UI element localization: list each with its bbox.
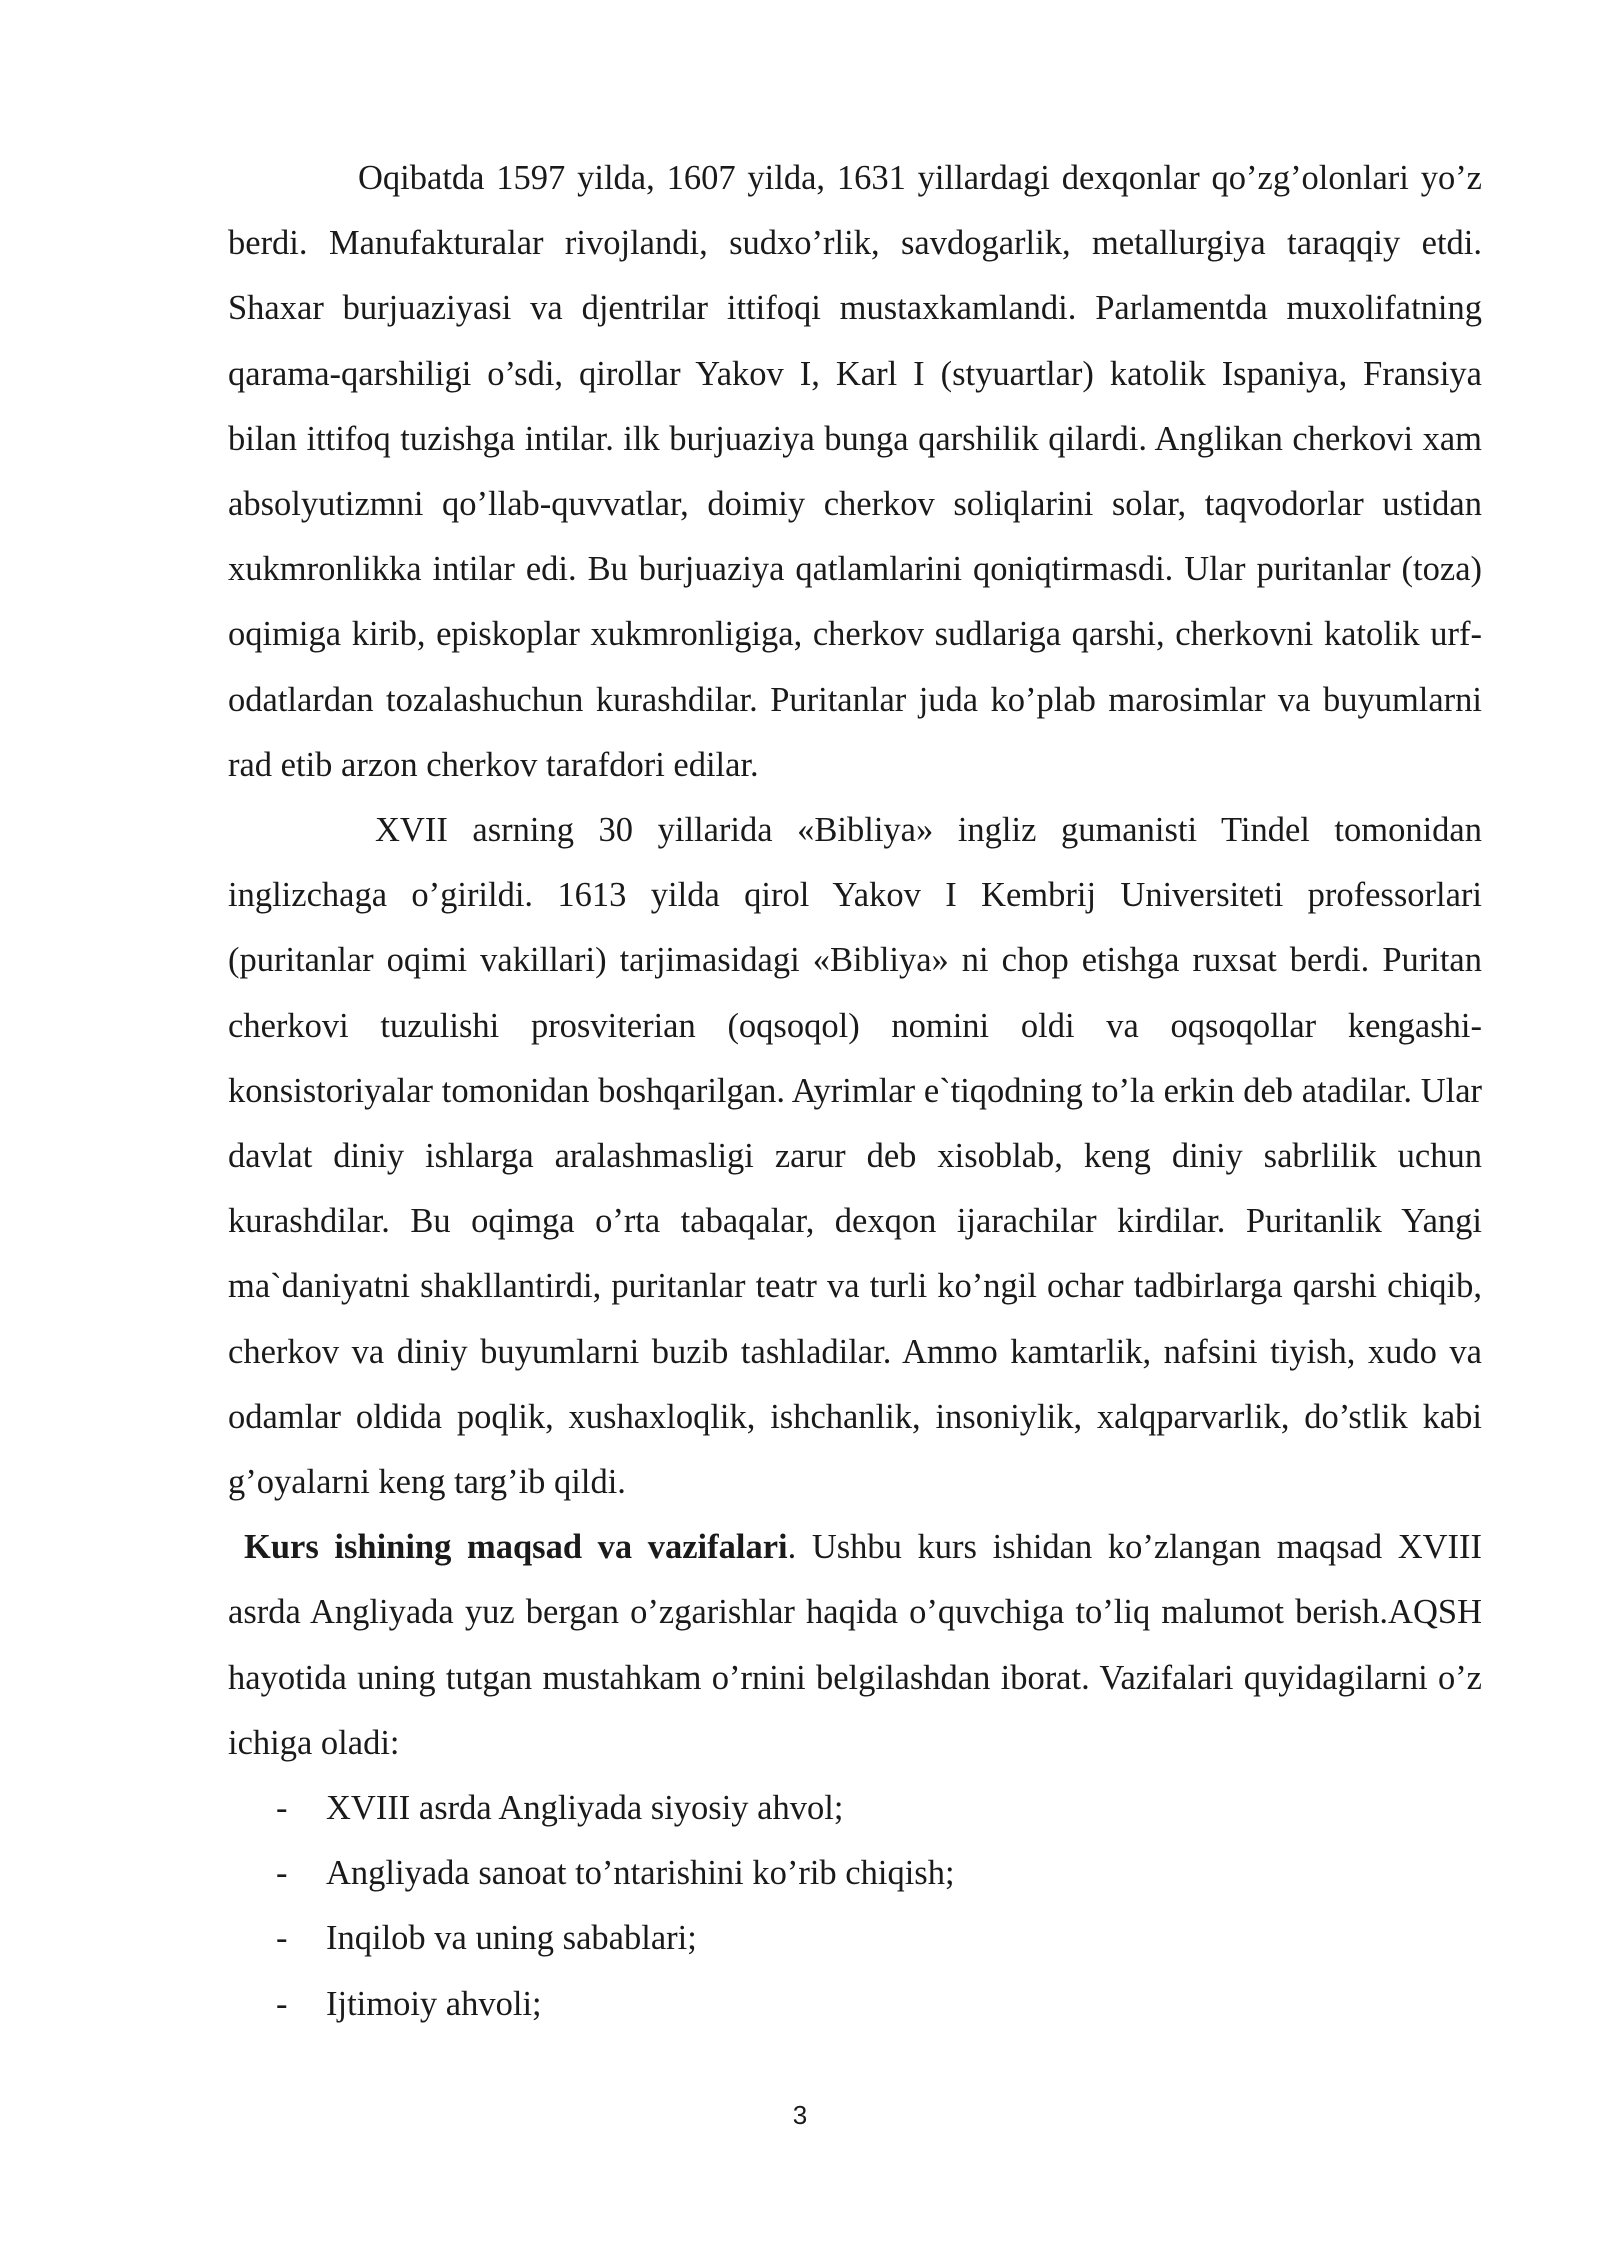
- list-item-text: Angliyada sanoat to’ntarishini ko’rib chiqish;: [326, 1854, 955, 1893]
- paragraph-2: XVII asrning 30 yillarida «Bibliya» ingliz gumanisti Tindel tomonidan inglizchaga o’girildi. 1613 yilda qirol Yakov I Kembrij Universiteti professorlari (puritanlar oqimi vakillari) tarjimasidagi «Bibliya» ni chop etishga ruxsat berdi. Puritan cherkovi tuzulishi prosviterian (oqsoqol) nomini oldi va oqsoqollar kengashi-konsistoriyalar tomonidan boshqarilgan. Ayrimlar e`tiqodning to’la erkin deb atadilar. Ular davlat diniy ishlarga aralashmasligi zarur deb xisoblab, keng diniy sabrlilik uchun kurashdilar. Bu oqimga o’rta tabaqalar, dexqon ijarachilar kirdilar. Puritanlik Yangi ma`daniyatni shakllantirdi, puritanlar teatr va turli ko’ngil ochar tadbirlarga qarshi chiqib, cherkov va diniy buyumlarni buzib tashladilar. Ammo kamtarlik, nafsini tiyish, xudo va odamlar oldida poqlik, xushaxloqlik, ishchanlik, insoniylik, xalqparvarlik, do’stlik kabi g’oyalarni keng targ’ib qildi.: [228, 811, 1482, 1502]
- section-text: . Ushbu kurs ishidan ko’zlangan maqsad XVIII asrda Angliyada yuz bergan o’zgarishlar haqida o’quvchiga to’liq malumot berish.AQSH hayotida uning tutgan mustahkam o’rnini belgilashdan iborat. Vazifalari quyidagilarni o’z ichiga oladi:: [228, 1528, 1482, 1762]
- section-heading: Kurs ishining maqsad va vazifalari: [244, 1528, 788, 1567]
- list-item: [228, 1906, 1482, 1971]
- paragraph-1: Oqibatda 1597 yilda, 1607 yilda, 1631 yillardagi dexqonlar qo’zg’olonlari yo’z berdi. Manufakturalar rivojlandi, sudxo’rlik, savdogarlik, metallurgiya taraqqiy etdi. Shaxar burjuaziyasi va djentrilar ittifoqi mustaxkamlandi. Parlamentda muxolifatning qarama-qarshiligi o’sdi, qirollar Yakov I, Karl I (styuartlar) katolik Ispaniya, Fransiya bilan ittifoq tuzishga intilar. ilk burjuaziya bunga qarshilik qilardi. Anglikan cherkovi xam absolyutizmni qo’llab-quvvatlar, doimiy cherkov soliqlarini solar, taqvodorlar ustidan xukmronlikka intilar edi. Bu burjuaziya qatlamlarini qoniqtirmasdi. Ular puritanlar (toza) oqimiga kirib, episkoplar xukmronligiga, cherkov sudlariga qarshi, cherkovni katolik urf-odatlardan tozalashuchun kurashdilar. Puritanlar juda ko’plab marosimlar va buyumlarni rad etib arzon cherkov tarafdori edilar.: [228, 159, 1482, 784]
- dash-bullet: -: [276, 1919, 288, 1958]
- tasks-list: [228, 1776, 1482, 2037]
- paragraph-goals: [228, 1515, 1482, 1776]
- list-item: [228, 1776, 1482, 1841]
- list-item-text: Inqilob va uning sabablari;: [326, 1919, 697, 1958]
- dash-bullet: -: [276, 1984, 288, 2023]
- list-item: [228, 1972, 1482, 2037]
- page-number: 3: [792, 2100, 808, 2130]
- dash-bullet: -: [276, 1854, 288, 1893]
- list-item-text: XVIII asrda Angliyada siyosiy ahvol;: [326, 1789, 844, 1828]
- dash-bullet: -: [276, 1789, 288, 1828]
- page-content: [228, 146, 1482, 2037]
- list-item: [228, 1841, 1482, 1906]
- list-item-text: Ijtimoiy ahvoli;: [326, 1984, 542, 2023]
